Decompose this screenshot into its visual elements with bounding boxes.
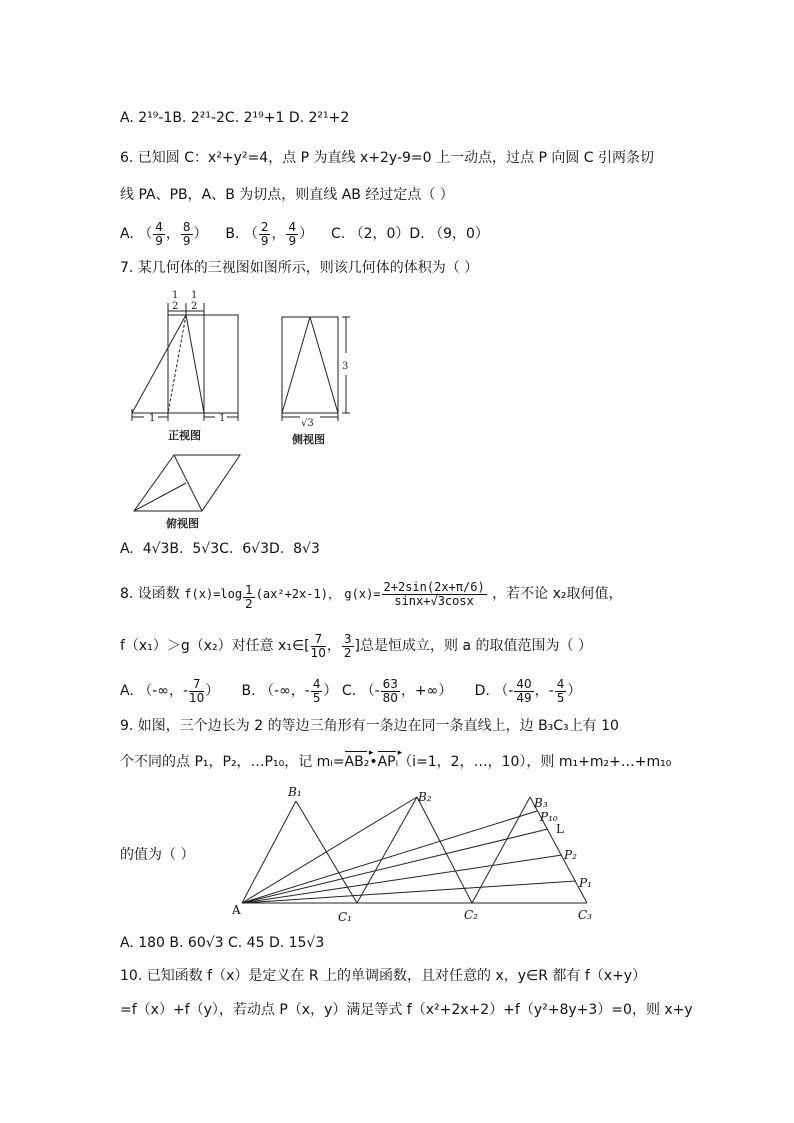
q10-stem-line2: =f（x）+f（y），若动点 P（x，y）满足等式 f（x²+2x+2）+f（y²+8y+3）=0，则 x+y bbox=[120, 1002, 693, 1018]
q6-options: A. （ $\frac{4}{9}$ ， $\frac{8}{9}$ ） B. （ $\frac{2}{9}$ ， $\frac{4}{9}$ ） C. （2，0）D. （9，0） bbox=[120, 219, 489, 248]
q9-stem-line1: 9. 如图，三个边长为 2 的等边三角形有一条边在同一条直线上，边 B₃C₃上有 10 bbox=[120, 718, 619, 734]
q8-interval-hi: $\frac{3}{2}$ bbox=[343, 631, 352, 660]
q8-stem-line1: 8. 设函数 f(x)=log $\frac{1}{2}$ (ax²+2x-1)， g(x)= $\frac{2+2\sin(2x+\pi/6)}{\sin x+√3\cos x}$ ，若不论 x₂取何值， bbox=[120, 579, 623, 611]
q7-dim-one-right: 1 bbox=[219, 413, 226, 424]
q7-stem: 7. 某几何体的三视图如图所示，则该几何体的体积为（ ） bbox=[120, 260, 479, 276]
label-p1: P₁ bbox=[579, 876, 592, 890]
vector-api: APᵢ ▸ bbox=[378, 752, 399, 772]
q7-dim-three: 3 bbox=[342, 361, 349, 372]
q6-option-cd: C. （2，0）D. （9，0） bbox=[330, 226, 489, 242]
q8-g-fraction: $\frac{2+2\sin(2x+\pi/6)}{\sin x+√3\cos x}$ bbox=[383, 579, 485, 608]
q6-option-b-label: B. （ bbox=[225, 226, 258, 242]
q8-interval-lo: $\frac{7}{10}$ bbox=[310, 631, 326, 660]
label-p2: P₂ bbox=[564, 848, 577, 862]
q7-dim-one-left: 1 bbox=[149, 413, 156, 424]
label-c3: C₃ bbox=[578, 908, 592, 922]
q7-front-view-label: 正视图 bbox=[168, 429, 201, 442]
q8-log-base: $\frac{1}{2}$ bbox=[245, 583, 253, 611]
q7-dim-sqrt3: √3 bbox=[301, 418, 314, 429]
label-c1: C₁ bbox=[338, 910, 352, 924]
q7-dim-half-left-den: 2 bbox=[172, 301, 179, 312]
q8-options: A. （-∞，- $\frac{7}{10}$ ） B. （-∞，- $\frac{4}{5}$ ） C. （- $\frac{63}{80}$ ，+∞） D. （- $\frac{40}{49}$ ，- $\frac{4}{5}$ ） bbox=[120, 676, 582, 705]
q7-side-view-label: 侧视图 bbox=[292, 433, 325, 446]
label-b2: B₂ bbox=[418, 790, 432, 804]
label-a: A bbox=[232, 903, 241, 917]
q5-options: A. 2¹⁹-1B. 2²¹-2C. 2¹⁹+1 D. 2²¹+2 bbox=[120, 110, 350, 126]
label-b3: B₃ bbox=[534, 796, 548, 810]
label-p10: P₁₀ bbox=[540, 810, 558, 824]
q7-three-view-figure bbox=[120, 283, 360, 533]
label-c2: C₂ bbox=[464, 908, 478, 922]
q10-stem-line1: 10. 已知函数 f（x）是定义在 R 上的单调函数，且对任意的 x，y∈R 都有 f（x+y） bbox=[120, 968, 647, 984]
q9-triangles-figure bbox=[232, 783, 612, 928]
label-l: L bbox=[556, 822, 564, 836]
q6-opt-b-frac1: $\frac{2}{9}$ bbox=[260, 219, 269, 248]
q7-dim-half-right-den: 2 bbox=[191, 301, 198, 312]
q6-stem-line2: 线 PA、PB，A、B 为切点，则直线 AB 经过定点（ ） bbox=[120, 187, 454, 203]
q9-stem-line3: 的值为（ ） bbox=[120, 847, 195, 863]
q8-stem-line2: f（x₁）＞g（x₂）对任意 x₁∈[ $\frac{7}{10}$ ， $\frac{3}{2}$ ]总是恒成立，则 a 的取值范围为（ ） bbox=[120, 631, 592, 660]
q6-option-a-label: A. （ bbox=[120, 226, 153, 242]
vector-ab2: AB₂ ▸ bbox=[345, 752, 370, 772]
q6-opt-a-frac2: $\frac{8}{9}$ bbox=[182, 219, 191, 248]
label-b1: B₁ bbox=[288, 785, 302, 799]
q6-opt-b-frac2: $\frac{4}{9}$ bbox=[288, 219, 297, 248]
q6-opt-a-frac1: $\frac{4}{9}$ bbox=[155, 219, 163, 248]
q7-options: A. 4√3B. 5√3C. 6√3D. 8√3 bbox=[120, 541, 320, 557]
q9-options: A. 180 B. 60√3 C. 45 D. 15√3 bbox=[120, 935, 325, 951]
q7-dim-half-right: 1 bbox=[191, 290, 198, 301]
q7-dim-half-left: 1 bbox=[172, 290, 179, 301]
q6-stem-line1: 6. 已知圆 C：x²+y²=4，点 P 为直线 x+2y-9=0 上一动点，过点 P 向圆 C 引两条切 bbox=[120, 150, 655, 166]
q9-stem-line2: 个不同的点 P₁，P₂，…P₁₀，记 mᵢ=AB₂ ▸•APᵢ ▸（i=1，2，…，10），则 m₁+m₂+…+m₁₀ bbox=[120, 752, 671, 772]
q7-top-view-label: 俯视图 bbox=[166, 517, 199, 530]
